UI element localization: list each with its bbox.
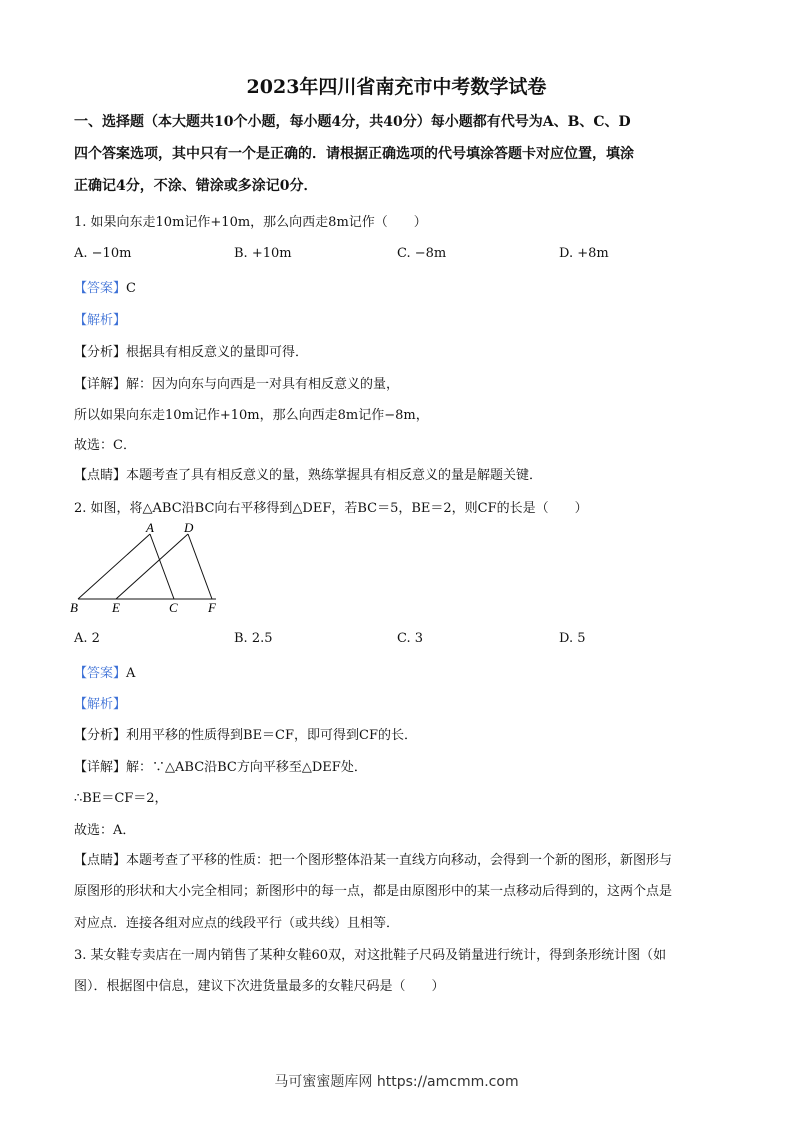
q2-comment-3: 对应点．连接各组对应点的线段平行（或共线）且相等． bbox=[74, 916, 400, 931]
answer-tag: 【答案】 bbox=[74, 281, 127, 296]
segment-ba bbox=[78, 534, 150, 599]
segment-ed bbox=[116, 534, 188, 599]
page-title: 2023年四川省南充市中考数学试卷 bbox=[246, 76, 547, 98]
label-c: C bbox=[169, 600, 178, 615]
label-e: E bbox=[112, 600, 120, 615]
q2-answer bbox=[74, 662, 135, 681]
label-a: A bbox=[146, 520, 154, 535]
comment-tag: 【点睛】 bbox=[74, 853, 127, 868]
answer-tag: 【答案】 bbox=[74, 666, 127, 681]
q2-comment-1 bbox=[74, 849, 672, 868]
q2-analysis bbox=[74, 724, 417, 743]
comment-tag: 【点睛】 bbox=[74, 468, 127, 483]
q3-stem-line-2: 图）．根据图中信息，建议下次进货量最多的女鞋尺码是（ ） bbox=[74, 979, 445, 994]
segment-ac bbox=[150, 534, 174, 599]
detail-tag: 【详解】 bbox=[74, 377, 127, 392]
q2-option-b: B. 2.5 bbox=[234, 631, 273, 646]
comment-text: 本题考查了平移的性质：把一个图形整体沿某一直线方向移动，会得到一个新的图形，新图形与 bbox=[126, 853, 673, 868]
q2-comment-2: 原图形的形状和大小完全相同；新图形中的每一点，都是由原图形中的某一点移动后得到的，这两个点是 bbox=[74, 884, 673, 899]
q2-option-a: A. 2 bbox=[74, 631, 100, 646]
label-f: F bbox=[208, 600, 216, 615]
q1-detail-3: 故选：C． bbox=[74, 438, 136, 453]
segment-df bbox=[188, 534, 212, 599]
translation-figure bbox=[66, 518, 226, 618]
detail-text: 解：因为向东与向西是一对具有相反意义的量， bbox=[126, 377, 400, 392]
q1-jiexi-tag: 【解析】 bbox=[74, 313, 127, 328]
section-heading-line-3: 正确记4分，不涂、错涂或多涂记0分． bbox=[74, 178, 318, 194]
q3-stem-line-1: 3. 某女鞋专卖店在一周内销售了某种女鞋60双，对这批鞋子尺码及销量进行统计，得到条形统计图（如 bbox=[74, 948, 667, 963]
answer-value: A bbox=[126, 666, 136, 681]
label-b: B bbox=[70, 600, 78, 615]
answer-value: C bbox=[126, 281, 136, 296]
comment-text: 本题考查了具有相反意义的量，熟练掌握具有相反意义的量是解题关键． bbox=[126, 468, 543, 483]
label-d: D bbox=[184, 520, 194, 535]
q1-detail-2: 所以如果向东走10m记作+10m，那么向西走8m记作−8m， bbox=[74, 408, 429, 423]
q1-option-c: C. −8m bbox=[397, 246, 447, 261]
q2-option-d: D. 5 bbox=[559, 631, 586, 646]
q1-option-a: A. −10m bbox=[74, 246, 132, 261]
analysis-text: 利用平移的性质得到BE＝CF，即可得到CF的长． bbox=[126, 728, 417, 743]
q1-stem: 1. 如果向东走10m记作+10m，那么向西走8m记作（ ） bbox=[74, 215, 427, 230]
section-heading-line-1: 一、选择题（本大题共10个小题，每小题4分，共40分）每小题都有代号为A、B、C、D bbox=[74, 114, 631, 130]
q2-detail-2: ∴BE＝CF＝2， bbox=[74, 791, 168, 806]
q1-option-b: B. +10m bbox=[234, 246, 292, 261]
q1-detail-1 bbox=[74, 373, 399, 392]
q1-answer bbox=[74, 277, 136, 296]
q1-analysis bbox=[74, 341, 308, 360]
q2-stem: 2. 如图，将△ABC沿BC向右平移得到△DEF，若BC＝5，BE＝2，则CF的长是（ ） bbox=[74, 501, 588, 516]
q2-jiexi-tag: 【解析】 bbox=[74, 697, 127, 712]
q2-option-c: C. 3 bbox=[397, 631, 424, 646]
detail-text: 解：∵△ABC沿BC方向平移至△DEF处． bbox=[126, 760, 367, 775]
q1-option-d: D. +8m bbox=[559, 246, 609, 261]
q2-detail-3: 故选：A． bbox=[74, 823, 136, 838]
section-heading-line-2: 四个答案选项，其中只有一个是正确的．请根据正确选项的代号填涂答题卡对应位置，填涂 bbox=[74, 146, 634, 162]
q2-detail-1 bbox=[74, 756, 367, 775]
analysis-text: 根据具有相反意义的量即可得． bbox=[126, 345, 309, 360]
footer-watermark: 马可蜜蜜题库网 https://amcmm.com bbox=[274, 1074, 519, 1090]
analysis-tag: 【分析】 bbox=[74, 728, 127, 743]
q1-comment bbox=[74, 464, 542, 483]
analysis-tag: 【分析】 bbox=[74, 345, 127, 360]
detail-tag: 【详解】 bbox=[74, 760, 127, 775]
